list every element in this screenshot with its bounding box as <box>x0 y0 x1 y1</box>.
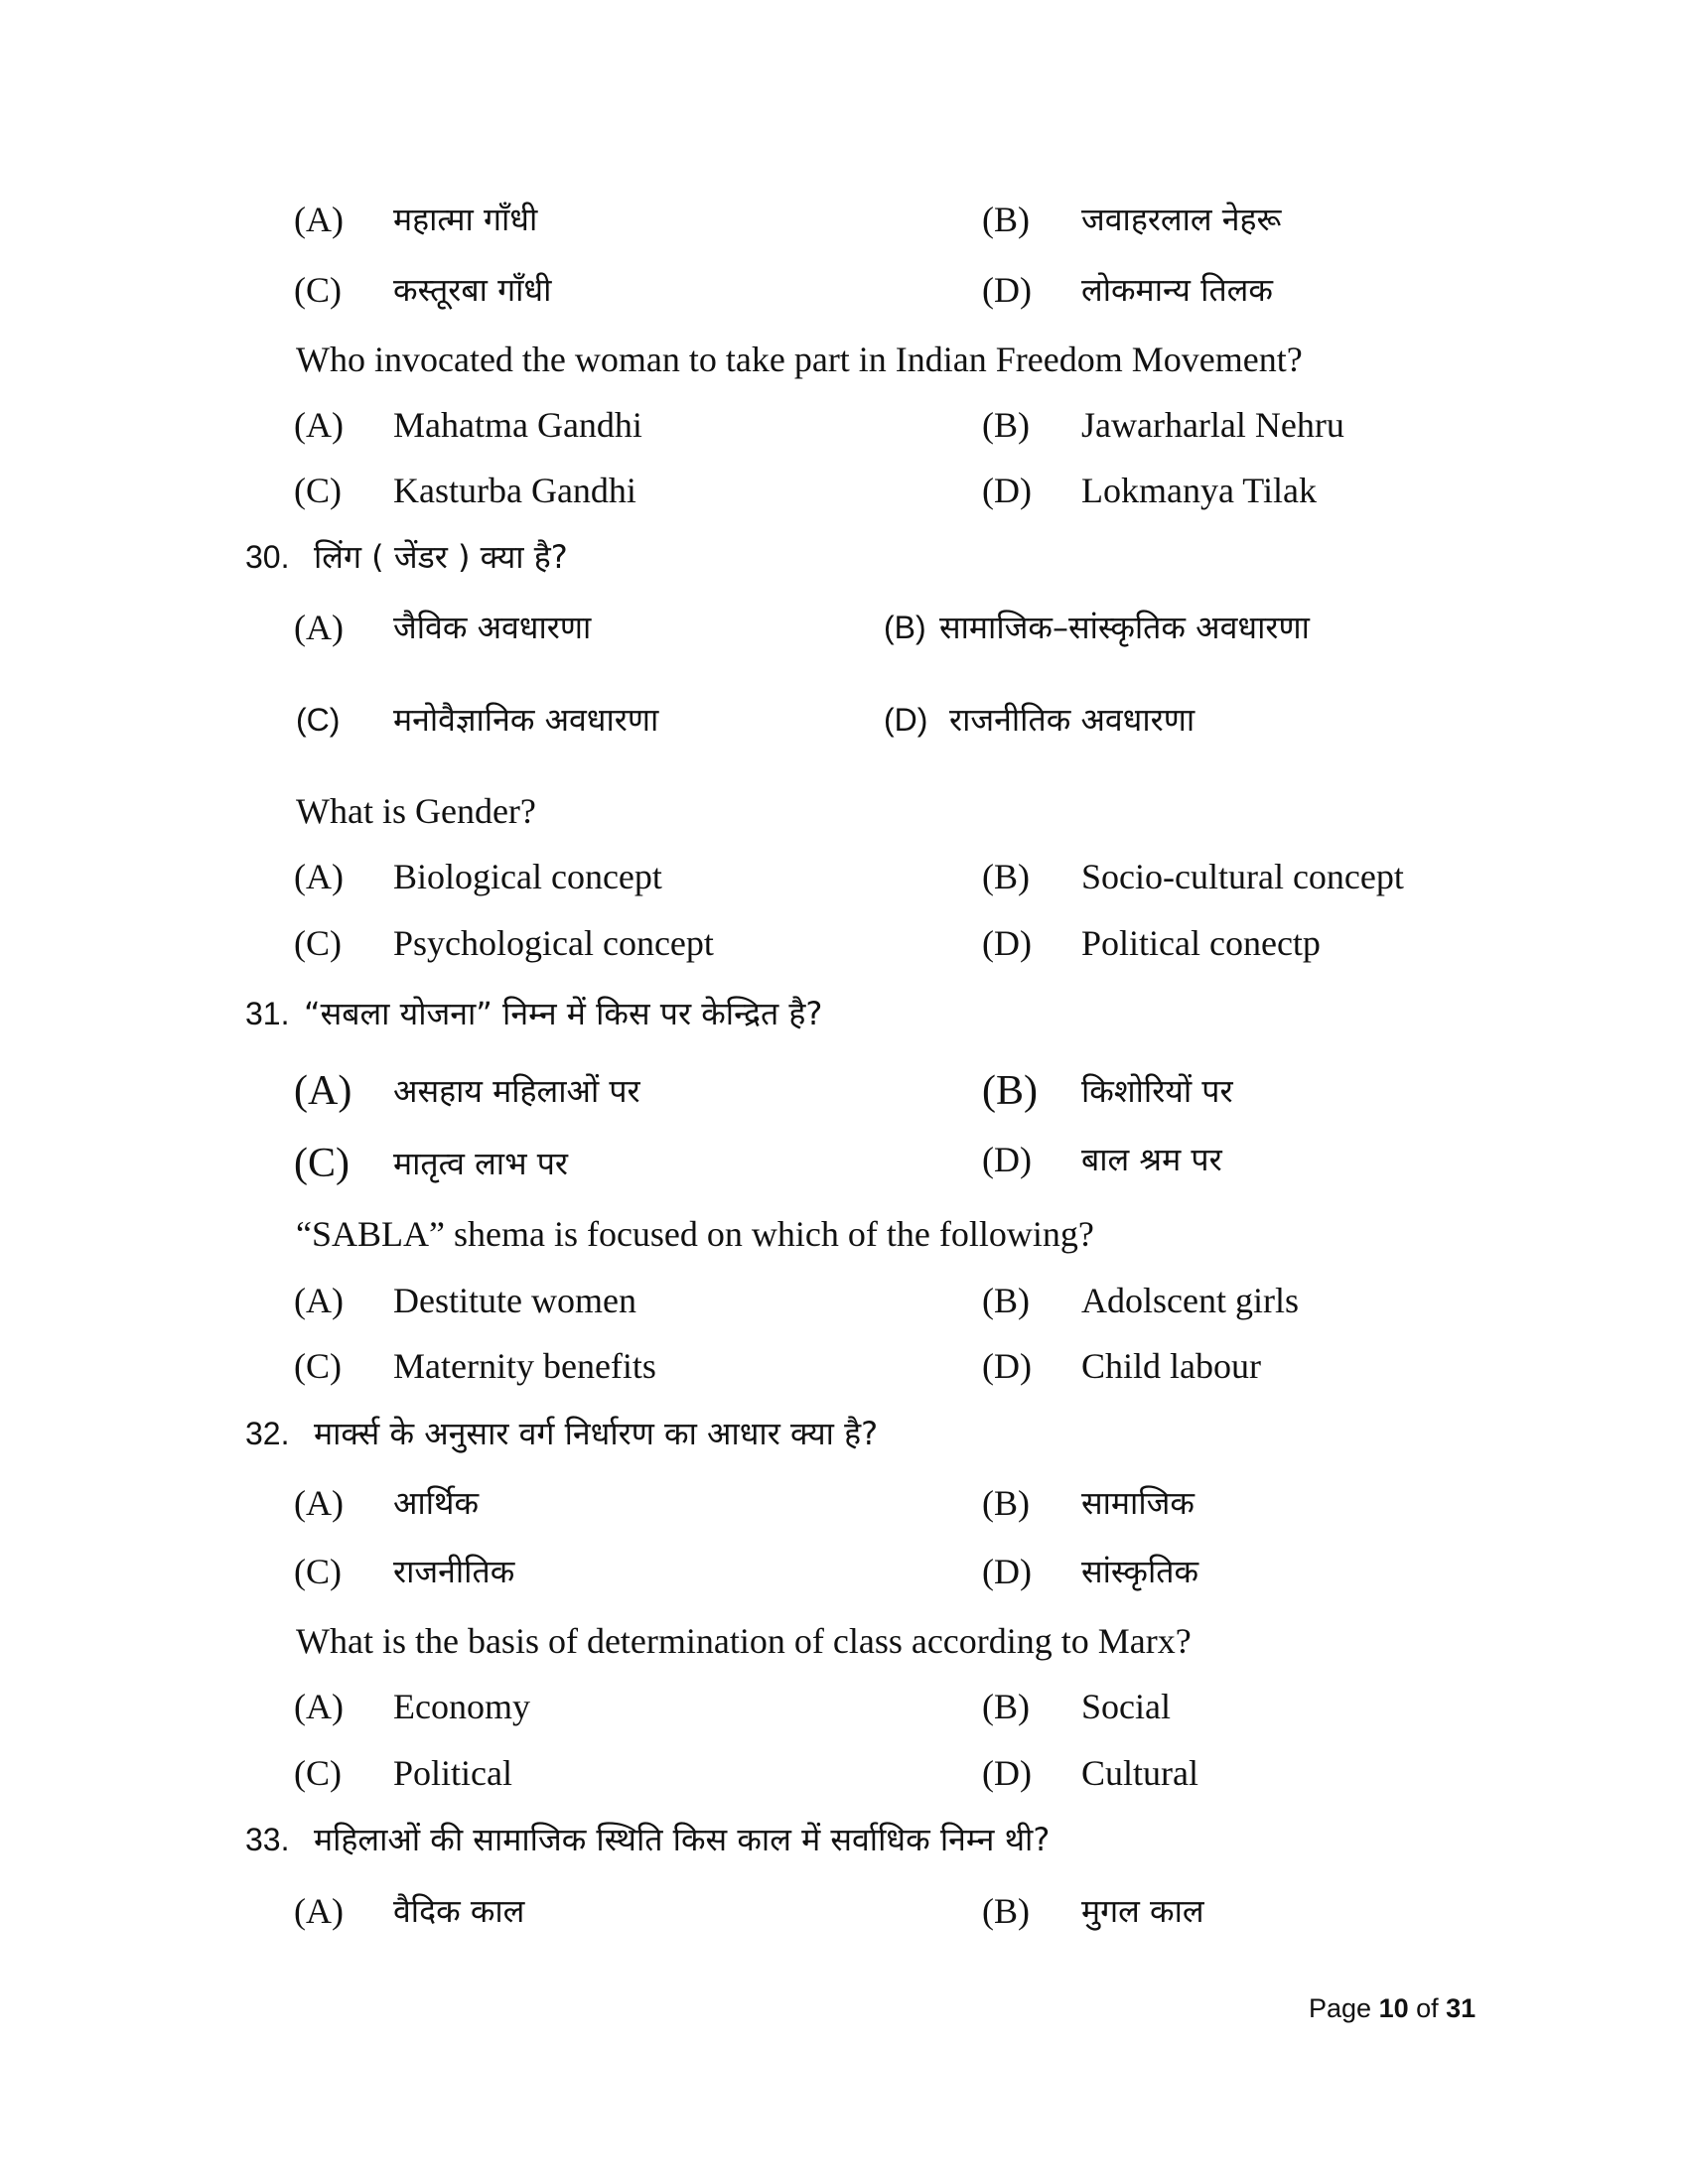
question-number: 33. <box>245 1822 290 1857</box>
option-label: (C) <box>294 270 342 310</box>
q29-hi-option-a: महात्मा गाँधी <box>393 201 538 238</box>
q29-en-option-c: Kasturba Gandhi <box>393 471 636 510</box>
q32-en-option-a: Economy <box>393 1687 530 1726</box>
q31-en-option-b: Adolscent girls <box>1081 1281 1299 1320</box>
q33-hi-option-a: वैदिक काल <box>393 1892 525 1930</box>
option-label: (C) <box>294 923 342 963</box>
page-of: of <box>1408 1993 1447 2023</box>
question-number: 32. <box>245 1416 290 1451</box>
q32-hi-option-a: आर्थिक <box>393 1484 480 1522</box>
option-label: (A) <box>294 200 344 239</box>
q31-hi-option-c: मातृत्व लाभ पर <box>393 1145 569 1182</box>
option-label: (C) <box>294 1346 342 1386</box>
q31-en-question: “SABLA” shema is focused on which of the following? <box>296 1214 1094 1254</box>
q29-en-option-d: Lokmanya Tilak <box>1081 471 1318 510</box>
q31-en-option-a: Destitute women <box>393 1281 636 1320</box>
option-label: (C) <box>294 1753 342 1793</box>
q29-hi-option-b: जवाहरलाल नेहरू <box>1081 201 1282 238</box>
q30-en-option-d: Political conectp <box>1081 923 1321 963</box>
option-label: (B) <box>982 1068 1038 1114</box>
option-label: (A) <box>294 1068 352 1114</box>
q30-en-option-a: Biological concept <box>393 857 662 896</box>
q30-hi-option-d: राजनीतिक अवधारणा <box>949 701 1196 739</box>
option-label: (D) <box>982 1753 1032 1793</box>
q29-en-option-b: Jawarharlal Nehru <box>1081 405 1344 445</box>
q32-hi-option-b: सामाजिक <box>1081 1484 1195 1522</box>
q31-en-option-d: Child labour <box>1081 1346 1261 1386</box>
option-label: (A) <box>294 405 344 445</box>
option-label: (D) <box>982 471 1032 510</box>
q29-hi-option-d: लोकमान्य तिलक <box>1081 271 1273 309</box>
option-label: (B) <box>982 200 1030 239</box>
option-label: (D) <box>982 270 1032 310</box>
q32-hi-option-c: राजनीतिक <box>393 1553 515 1590</box>
q32-en-option-c: Political <box>393 1753 512 1793</box>
q29-hi-option-c: कस्तूरबा गाँधी <box>393 271 552 309</box>
q32-en-option-b: Social <box>1081 1687 1171 1726</box>
q31-hi-option-a: असहाय महिलाओं पर <box>393 1072 640 1110</box>
option-label: (B) <box>982 1687 1030 1726</box>
q29-en-question: Who invocated the woman to take part in Indian Freedom Movement? <box>296 340 1303 379</box>
option-label: (A) <box>294 857 344 896</box>
option-label: (A) <box>294 1687 344 1726</box>
option-label: (B) <box>982 1483 1030 1523</box>
q30-hi-option-b: सामाजिक–सांस्कृतिक अवधारणा <box>939 609 1310 646</box>
option-label: (C) <box>294 1552 342 1591</box>
q33-hi-question: महिलाओं की सामाजिक स्थिति किस काल में सर्वाधिक निम्न थी? <box>314 1821 1051 1858</box>
option-label: (D) <box>884 702 928 738</box>
q30-hi-question: लिंग ( जेंडर ) क्या है? <box>314 538 568 576</box>
q30-hi-option-c: मनोवैज्ञानिक अवधारणा <box>393 701 659 739</box>
question-number: 30. <box>245 539 290 575</box>
option-label: (B) <box>982 1281 1030 1320</box>
q32-en-question: What is the basis of determination of class according to Marx? <box>296 1621 1192 1661</box>
page-prefix: Page <box>1309 1993 1379 2023</box>
question-number: 31. <box>245 996 290 1031</box>
q31-hi-option-d: बाल श्रम पर <box>1081 1141 1222 1178</box>
option-label: (D) <box>982 1346 1032 1386</box>
option-label: (B) <box>982 1891 1030 1931</box>
option-label: (A) <box>294 1891 344 1931</box>
q30-en-option-b: Socio-cultural concept <box>1081 857 1404 896</box>
option-label: (B) <box>982 405 1030 445</box>
option-label: (B) <box>982 857 1030 896</box>
q32-en-option-d: Cultural <box>1081 1753 1198 1793</box>
q29-en-option-a: Mahatma Gandhi <box>393 405 642 445</box>
q31-hi-question: “सबला योजना” निम्न में किस पर केन्द्रित है? <box>304 995 823 1032</box>
q32-hi-option-d: सांस्कृतिक <box>1081 1553 1199 1590</box>
page-total: 31 <box>1446 1993 1477 2023</box>
option-label: (A) <box>294 608 344 647</box>
option-label: (B) <box>884 610 926 645</box>
q30-hi-option-a: जैविक अवधारणा <box>393 609 592 646</box>
q30-en-question: What is Gender? <box>296 791 536 831</box>
option-label: (C) <box>294 1141 350 1186</box>
option-label: (D) <box>982 1552 1032 1591</box>
q31-en-option-c: Maternity benefits <box>393 1346 656 1386</box>
option-label: (D) <box>982 1140 1032 1179</box>
page-current: 10 <box>1378 1993 1409 2023</box>
option-label: (D) <box>982 923 1032 963</box>
q30-en-option-c: Psychological concept <box>393 923 714 963</box>
option-label: (C) <box>294 471 342 510</box>
q33-hi-option-b: मुगल काल <box>1081 1892 1204 1930</box>
option-label: (A) <box>294 1483 344 1523</box>
q31-hi-option-b: किशोरियों पर <box>1081 1072 1233 1110</box>
option-label: (A) <box>294 1281 344 1320</box>
q32-hi-question: मार्क्स के अनुसार वर्ग निर्धारण का आधार क्या है? <box>314 1415 879 1452</box>
page-number <box>1309 1993 1476 2024</box>
option-label: (C) <box>296 702 341 738</box>
